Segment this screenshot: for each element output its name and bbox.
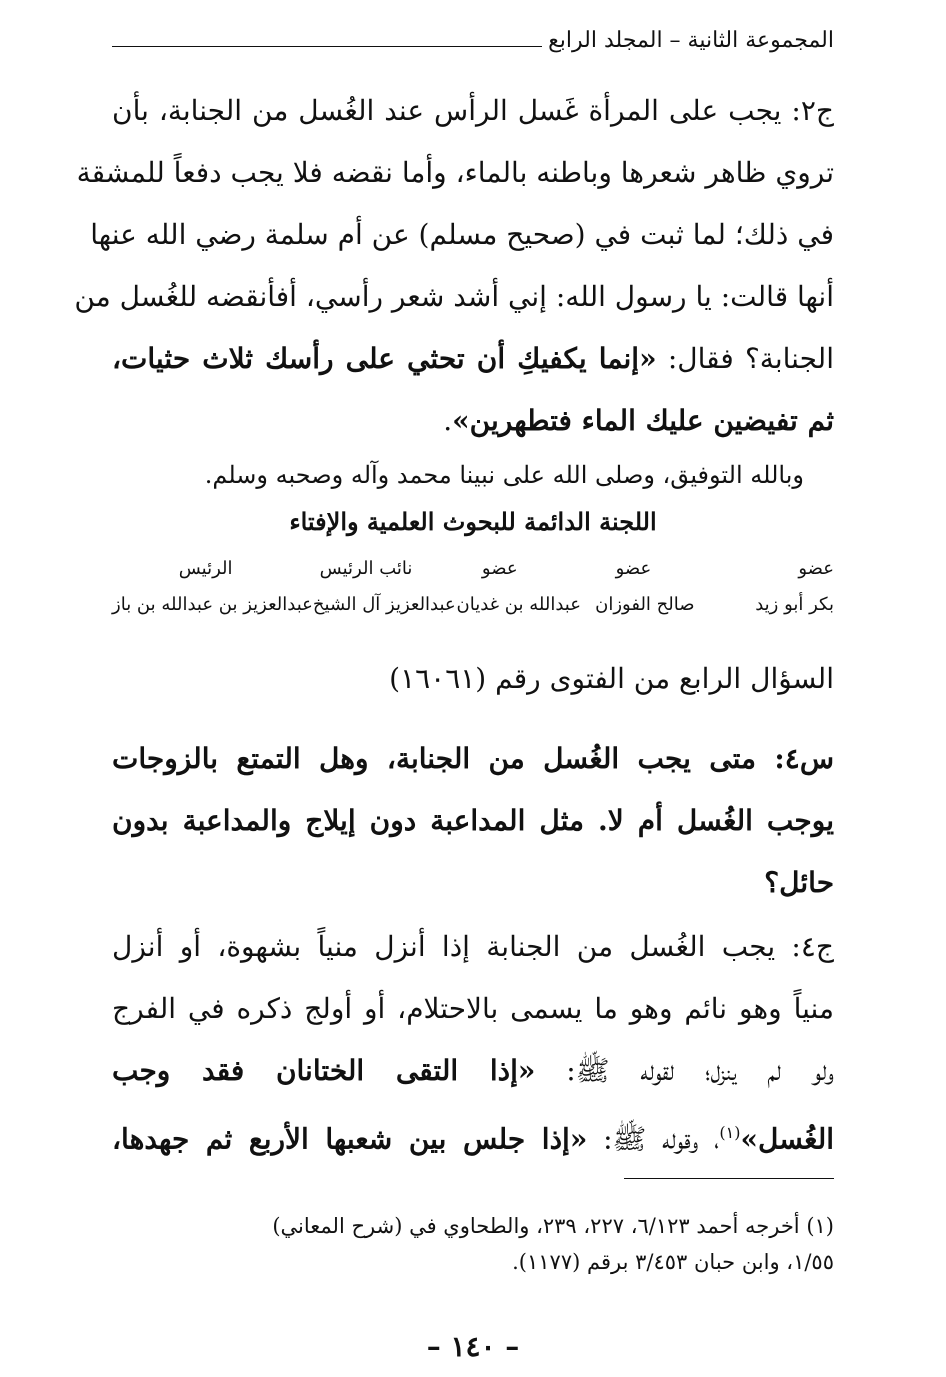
answer-2-line: ج٢: يجب على المرأة غَسل الرأس عند الغُسل من الجنابة، بأن: [112, 94, 834, 127]
header-rule: [112, 46, 542, 47]
committee-role: عضو: [798, 558, 834, 579]
committee-member-name: صالح الفوزان: [595, 594, 695, 615]
page-number: – ١٤٠ –: [426, 1330, 520, 1363]
committee-title: اللجنة الدائمة للبحوث العلمية والإفتاء: [289, 507, 657, 536]
committee-member-name: عبدالله بن غديان: [456, 594, 581, 615]
committee-role: الرئيس: [178, 558, 233, 579]
footnote-separator: [624, 1178, 834, 1179]
answer-4-line: [112, 1040, 834, 1102]
committee-member-name: عبدالعزيز بن عبدالله بن باز: [112, 594, 313, 615]
hadith-quote: ثم تفيضين عليك الماء فتطهرين»: [452, 404, 834, 437]
hadith-quote: «إذا جلس بين شعبها الأربع ثم جهدها،: [112, 1122, 588, 1156]
answer-2-line: [112, 390, 834, 452]
footnote-line: ١/٥٥، وابن حبان ٣/٤٥٣ برقم (١١٧٧).: [512, 1250, 834, 1274]
footnote-marker[interactable]: (١): [719, 1123, 741, 1142]
answer-4-line: [112, 1102, 834, 1170]
answer-2-line: تروي ظاهر شعرها وباطنه بالماء، وأما نقضه فلا يجب دفعاً للمشقة: [76, 156, 834, 189]
hadith-quote: الغُسل»: [740, 1122, 835, 1156]
running-header: [112, 28, 834, 53]
footnotes: [112, 1208, 834, 1280]
fatwa-question-heading: السؤال الرابع من الفتوى رقم (١٦٠٦١): [389, 662, 834, 695]
committee-role: عضو: [615, 558, 652, 579]
committee-role: نائب الرئيس: [319, 558, 413, 579]
committee-roles: [112, 558, 834, 579]
committee-names: [112, 594, 834, 615]
answer-2-line: [112, 328, 834, 390]
answer-4-line: ج٤: يجب الغُسل من الجنابة إذا أنزل منياً بشهوة، أو أنزل: [112, 930, 834, 963]
answer-2-text: الجنابة؟ فقال:: [656, 342, 834, 375]
footnote-line: (١) أخرجه أحمد ٦/١٢٣، ٢٢٧، ٢٣٩، والطحاوي في (شرح المعاني): [272, 1214, 834, 1238]
answer-2-line: أنها قالت: يا رسول الله: إني أشد شعر رأسي، أفأنقضه للغُسل من: [74, 280, 834, 313]
closing-formula: وبالله التوفيق، وصلى الله على نبينا محمد وآله وصحبه وسلم.: [204, 461, 804, 489]
answer-4-line: منياً وهو نائم وهو ما يسمى بالاحتلام، أو أولج ذكره في الفرج: [112, 992, 834, 1025]
answer-4-text: ، وقوله ﷺ:: [587, 1122, 720, 1156]
answer-2-text: .: [443, 404, 453, 437]
question-4-line: س٤: متى يجب الغُسل من الجنابة، وهل التمتع بالزوجات: [112, 742, 834, 775]
question-4: [112, 728, 834, 914]
answer-4: [112, 916, 834, 1170]
answer-2-line: في ذلك؛ لما ثبت في (صحيح مسلم) عن أم سلمة رضي الله عنها: [90, 218, 834, 251]
question-4-line: يوجب الغُسل أم لا. مثل المداعبة دون إيلاج والمداعبة بدون: [112, 804, 834, 837]
answer-4-text: ولو لم ينزل؛ لقوله ﷺ:: [535, 1054, 834, 1087]
committee-member-name: بكر أبو زيد: [755, 594, 834, 615]
hadith-quote: «إنما يكفيكِ أن تحثي على رأسك ثلاث حثيات،: [112, 342, 657, 375]
answer-2: [74, 80, 834, 452]
running-title: المجموعة الثانية – المجلد الرابع: [548, 28, 834, 53]
committee-member-name: عبدالعزيز آل الشيخ: [312, 594, 456, 615]
question-4-line: حائل؟: [764, 866, 834, 899]
committee-role: عضو: [481, 558, 518, 579]
hadith-quote: «إذا التقى الختانان فقد وجب: [112, 1054, 536, 1087]
